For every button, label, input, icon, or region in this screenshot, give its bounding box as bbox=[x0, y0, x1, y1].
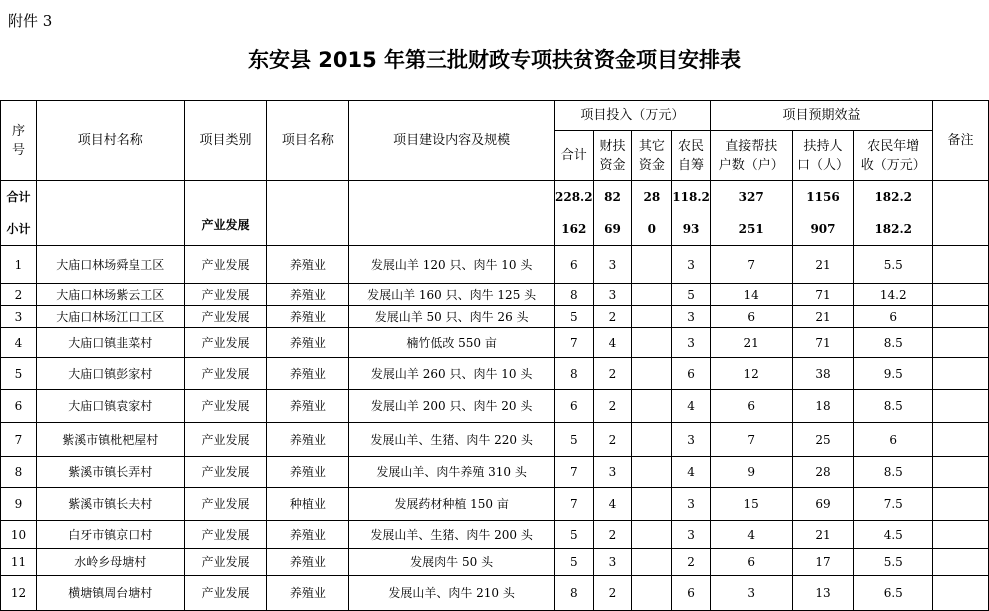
cell-self: 4 bbox=[672, 457, 711, 488]
cell-other bbox=[632, 576, 672, 611]
cell-households: 7 bbox=[710, 246, 792, 284]
cell-self: 6 bbox=[672, 576, 711, 611]
header-ben-people: 扶持人 口（人） bbox=[792, 131, 854, 181]
header-category: 项目类别 bbox=[184, 101, 267, 181]
cell-income: 14.2 bbox=[854, 284, 933, 306]
cell-self: 6 bbox=[672, 358, 711, 390]
summary-self: 118.2 93 bbox=[672, 181, 711, 246]
cell-people: 38 bbox=[792, 358, 854, 390]
cell-people: 21 bbox=[792, 521, 854, 549]
cell-total: 6 bbox=[555, 390, 594, 423]
cell-content: 发展山羊、生猪、肉牛 200 头 bbox=[349, 521, 555, 549]
cell-total: 5 bbox=[555, 423, 594, 457]
cell-people: 25 bbox=[792, 423, 854, 457]
cell-fiscal: 4 bbox=[593, 488, 632, 521]
cell-fiscal: 2 bbox=[593, 576, 632, 611]
cell-total: 5 bbox=[555, 521, 594, 549]
cell-households: 9 bbox=[710, 457, 792, 488]
cell-content: 发展山羊、生猪、肉牛 220 头 bbox=[349, 423, 555, 457]
cell-total: 7 bbox=[555, 457, 594, 488]
summary-households: 327 251 bbox=[710, 181, 792, 246]
cell-total: 5 bbox=[555, 306, 594, 328]
cell-no: 12 bbox=[1, 576, 37, 611]
summary-category: 产业发展 bbox=[184, 181, 267, 246]
cell-name: 养殖业 bbox=[267, 390, 349, 423]
cell-no: 5 bbox=[1, 358, 37, 390]
table-row bbox=[1, 246, 989, 284]
cell-households: 6 bbox=[710, 549, 792, 576]
cell-category: 产业发展 bbox=[184, 521, 267, 549]
cell-name: 养殖业 bbox=[267, 284, 349, 306]
cell-households: 6 bbox=[710, 390, 792, 423]
cell-no: 7 bbox=[1, 423, 37, 457]
cell-total: 7 bbox=[555, 488, 594, 521]
header-village: 项目村名称 bbox=[36, 101, 184, 181]
cell-category: 产业发展 bbox=[184, 549, 267, 576]
cell-content: 发展肉牛 50 头 bbox=[349, 549, 555, 576]
cell-fiscal: 3 bbox=[593, 549, 632, 576]
cell-self: 3 bbox=[672, 521, 711, 549]
table-row bbox=[1, 423, 989, 457]
summary-name bbox=[267, 181, 349, 246]
cell-remark bbox=[933, 328, 989, 358]
cell-name: 养殖业 bbox=[267, 328, 349, 358]
cell-category: 产业发展 bbox=[184, 488, 267, 521]
cell-no: 1 bbox=[1, 246, 37, 284]
cell-village: 大庙口镇袁家村 bbox=[36, 390, 184, 423]
cell-other bbox=[632, 390, 672, 423]
cell-fiscal: 3 bbox=[593, 284, 632, 306]
cell-village: 白牙市镇京口村 bbox=[36, 521, 184, 549]
cell-households: 3 bbox=[710, 576, 792, 611]
cell-income: 9.5 bbox=[854, 358, 933, 390]
cell-self: 2 bbox=[672, 549, 711, 576]
cell-village: 水岭乡母塘村 bbox=[36, 549, 184, 576]
cell-self: 3 bbox=[672, 306, 711, 328]
cell-village: 大庙口镇彭家村 bbox=[36, 358, 184, 390]
cell-households: 4 bbox=[710, 521, 792, 549]
header-remark: 备注 bbox=[933, 101, 989, 181]
cell-other bbox=[632, 328, 672, 358]
cell-content: 发展山羊 200 只、肉牛 20 头 bbox=[349, 390, 555, 423]
cell-other bbox=[632, 521, 672, 549]
cell-remark bbox=[933, 390, 989, 423]
cell-households: 21 bbox=[710, 328, 792, 358]
cell-name: 养殖业 bbox=[267, 423, 349, 457]
cell-no: 11 bbox=[1, 549, 37, 576]
cell-fiscal: 2 bbox=[593, 423, 632, 457]
cell-category: 产业发展 bbox=[184, 390, 267, 423]
cell-income: 6 bbox=[854, 306, 933, 328]
cell-content: 楠竹低改 550 亩 bbox=[349, 328, 555, 358]
cell-self: 3 bbox=[672, 246, 711, 284]
table-row bbox=[1, 521, 989, 549]
cell-no: 2 bbox=[1, 284, 37, 306]
cell-category: 产业发展 bbox=[184, 457, 267, 488]
cell-remark bbox=[933, 358, 989, 390]
cell-village: 大庙口林场舜皇工区 bbox=[36, 246, 184, 284]
page-title: 东安县 2015 年第三批财政专项扶贫资金项目安排表 bbox=[247, 48, 742, 72]
cell-remark bbox=[933, 306, 989, 328]
cell-content: 发展药材种植 150 亩 bbox=[349, 488, 555, 521]
table-row bbox=[1, 358, 989, 390]
cell-households: 15 bbox=[710, 488, 792, 521]
summary-income: 182.2 182.2 bbox=[854, 181, 933, 246]
cell-income: 8.5 bbox=[854, 390, 933, 423]
cell-self: 3 bbox=[672, 328, 711, 358]
summary-other: 28 0 bbox=[632, 181, 672, 246]
summary-village bbox=[36, 181, 184, 246]
cell-category: 产业发展 bbox=[184, 328, 267, 358]
cell-total: 8 bbox=[555, 576, 594, 611]
cell-self: 4 bbox=[672, 390, 711, 423]
cell-other bbox=[632, 549, 672, 576]
cell-content: 发展山羊 50 只、肉牛 26 头 bbox=[349, 306, 555, 328]
cell-remark bbox=[933, 423, 989, 457]
header-investment: 项目投入（万元） bbox=[555, 101, 711, 131]
table-row bbox=[1, 457, 989, 488]
cell-other bbox=[632, 457, 672, 488]
cell-income: 6.5 bbox=[854, 576, 933, 611]
cell-fiscal: 2 bbox=[593, 521, 632, 549]
cell-income: 7.5 bbox=[854, 488, 933, 521]
cell-other bbox=[632, 306, 672, 328]
cell-remark bbox=[933, 284, 989, 306]
cell-no: 4 bbox=[1, 328, 37, 358]
cell-village: 大庙口林场紫云工区 bbox=[36, 284, 184, 306]
cell-people: 69 bbox=[792, 488, 854, 521]
cell-other bbox=[632, 488, 672, 521]
cell-total: 7 bbox=[555, 328, 594, 358]
cell-income: 5.5 bbox=[854, 246, 933, 284]
cell-remark bbox=[933, 246, 989, 284]
cell-name: 养殖业 bbox=[267, 358, 349, 390]
header-name: 项目名称 bbox=[267, 101, 349, 181]
cell-no: 9 bbox=[1, 488, 37, 521]
cell-people: 21 bbox=[792, 246, 854, 284]
cell-content: 发展山羊、肉牛养殖 310 头 bbox=[349, 457, 555, 488]
table-row bbox=[1, 390, 989, 423]
project-table bbox=[0, 100, 989, 611]
cell-total: 5 bbox=[555, 549, 594, 576]
cell-income: 8.5 bbox=[854, 328, 933, 358]
cell-content: 发展山羊 260 只、肉牛 10 头 bbox=[349, 358, 555, 390]
cell-remark bbox=[933, 549, 989, 576]
cell-households: 7 bbox=[710, 423, 792, 457]
cell-name: 养殖业 bbox=[267, 246, 349, 284]
cell-name: 养殖业 bbox=[267, 521, 349, 549]
cell-remark bbox=[933, 521, 989, 549]
cell-category: 产业发展 bbox=[184, 576, 267, 611]
cell-remark bbox=[933, 457, 989, 488]
attachment-label: 附件 3 bbox=[8, 12, 53, 30]
header-inv-total: 合计 bbox=[555, 131, 594, 181]
header-ben-income: 农民年增 收（万元） bbox=[854, 131, 933, 181]
cell-total: 6 bbox=[555, 246, 594, 284]
cell-content: 发展山羊 120 只、肉牛 10 头 bbox=[349, 246, 555, 284]
header-seq: 序 号 bbox=[1, 101, 37, 181]
cell-name: 养殖业 bbox=[267, 549, 349, 576]
summary-fiscal: 82 69 bbox=[593, 181, 632, 246]
cell-fiscal: 4 bbox=[593, 328, 632, 358]
cell-name: 养殖业 bbox=[267, 457, 349, 488]
cell-name: 养殖业 bbox=[267, 306, 349, 328]
cell-fiscal: 2 bbox=[593, 358, 632, 390]
cell-name: 养殖业 bbox=[267, 576, 349, 611]
cell-fiscal: 2 bbox=[593, 390, 632, 423]
cell-no: 8 bbox=[1, 457, 37, 488]
header-ben-households: 直接帮扶 户数（户） bbox=[710, 131, 792, 181]
cell-income: 5.5 bbox=[854, 549, 933, 576]
cell-village: 大庙口林场江口工区 bbox=[36, 306, 184, 328]
cell-households: 6 bbox=[710, 306, 792, 328]
cell-village: 紫溪市镇长夫村 bbox=[36, 488, 184, 521]
cell-other bbox=[632, 358, 672, 390]
cell-no: 6 bbox=[1, 390, 37, 423]
cell-people: 13 bbox=[792, 576, 854, 611]
cell-no: 10 bbox=[1, 521, 37, 549]
cell-self: 3 bbox=[672, 423, 711, 457]
cell-total: 8 bbox=[555, 284, 594, 306]
cell-content: 发展山羊、肉牛 210 头 bbox=[349, 576, 555, 611]
table-row bbox=[1, 576, 989, 611]
cell-category: 产业发展 bbox=[184, 246, 267, 284]
cell-households: 14 bbox=[710, 284, 792, 306]
cell-category: 产业发展 bbox=[184, 358, 267, 390]
cell-fiscal: 2 bbox=[593, 306, 632, 328]
cell-people: 17 bbox=[792, 549, 854, 576]
header-inv-self: 农民 自筹 bbox=[672, 131, 711, 181]
cell-other bbox=[632, 246, 672, 284]
header-inv-other: 其它 资金 bbox=[632, 131, 672, 181]
cell-name: 种植业 bbox=[267, 488, 349, 521]
summary-total: 228.2 162 bbox=[555, 181, 594, 246]
cell-fiscal: 3 bbox=[593, 246, 632, 284]
table-row bbox=[1, 328, 989, 358]
summary-content bbox=[349, 181, 555, 246]
cell-village: 紫溪市镇枇杷屋村 bbox=[36, 423, 184, 457]
cell-no: 3 bbox=[1, 306, 37, 328]
cell-remark bbox=[933, 488, 989, 521]
cell-category: 产业发展 bbox=[184, 284, 267, 306]
cell-income: 4.5 bbox=[854, 521, 933, 549]
summary-remark bbox=[933, 181, 989, 246]
header-content: 项目建设内容及规模 bbox=[349, 101, 555, 181]
table-row bbox=[1, 306, 989, 328]
cell-people: 71 bbox=[792, 328, 854, 358]
cell-self: 5 bbox=[672, 284, 711, 306]
cell-self: 3 bbox=[672, 488, 711, 521]
cell-remark bbox=[933, 576, 989, 611]
cell-category: 产业发展 bbox=[184, 423, 267, 457]
cell-village: 紫溪市镇长弄村 bbox=[36, 457, 184, 488]
table-row bbox=[1, 488, 989, 521]
table-row bbox=[1, 284, 989, 306]
cell-people: 28 bbox=[792, 457, 854, 488]
cell-other bbox=[632, 284, 672, 306]
cell-income: 8.5 bbox=[854, 457, 933, 488]
cell-people: 71 bbox=[792, 284, 854, 306]
cell-village: 大庙口镇韭菜村 bbox=[36, 328, 184, 358]
cell-fiscal: 3 bbox=[593, 457, 632, 488]
cell-people: 21 bbox=[792, 306, 854, 328]
cell-total: 8 bbox=[555, 358, 594, 390]
cell-income: 6 bbox=[854, 423, 933, 457]
cell-other bbox=[632, 423, 672, 457]
cell-content: 发展山羊 160 只、肉牛 125 头 bbox=[349, 284, 555, 306]
cell-households: 12 bbox=[710, 358, 792, 390]
cell-people: 18 bbox=[792, 390, 854, 423]
header-inv-fiscal: 财扶 资金 bbox=[593, 131, 632, 181]
cell-category: 产业发展 bbox=[184, 306, 267, 328]
summary-label: 合计 小计 bbox=[1, 181, 37, 246]
header-benefit: 项目预期效益 bbox=[710, 101, 932, 131]
summary-people: 1156 907 bbox=[792, 181, 854, 246]
cell-village: 横塘镇周台塘村 bbox=[36, 576, 184, 611]
table-row bbox=[1, 549, 989, 576]
